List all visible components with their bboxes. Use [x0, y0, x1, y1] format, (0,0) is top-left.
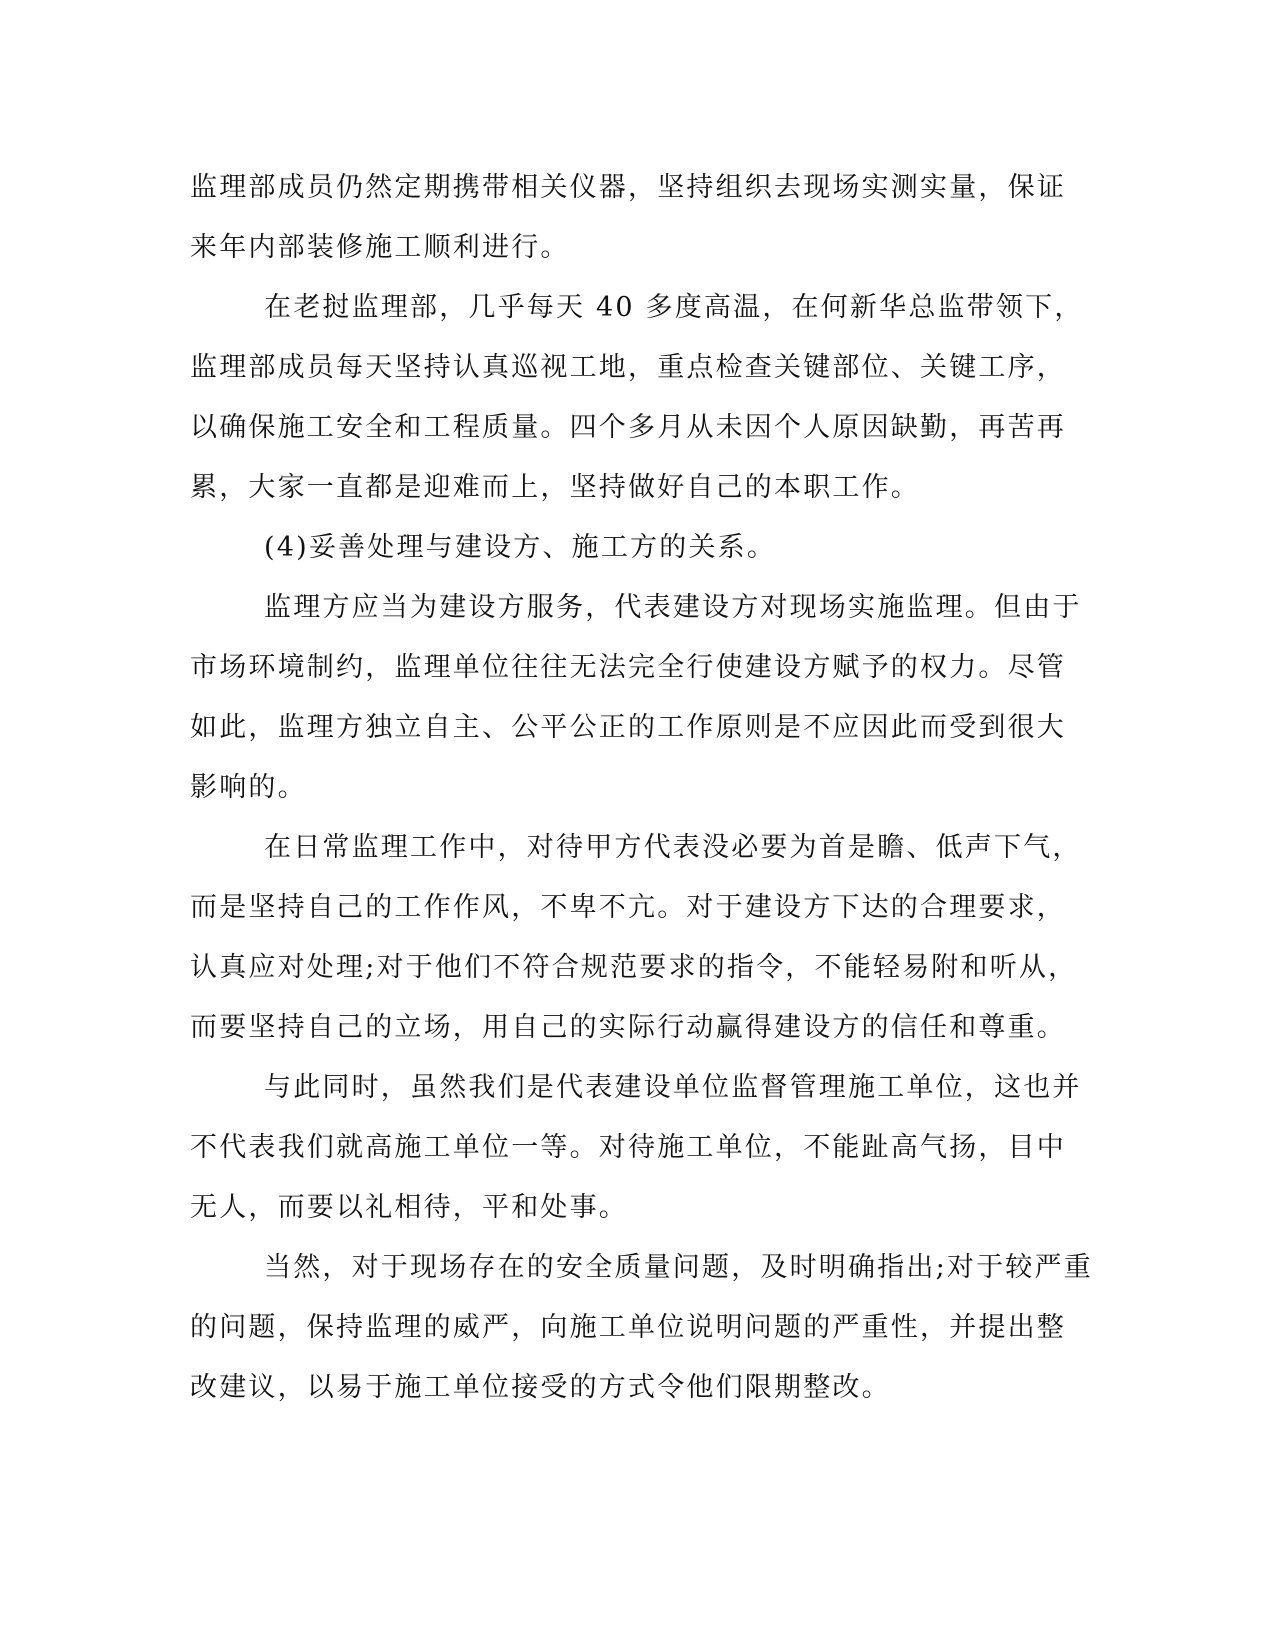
- paragraph-start: 在日常监理工作中，对待甲方代表没必要为首是瞻、低声下气，: [264, 832, 1082, 863]
- text-line: 影响的。: [190, 772, 307, 803]
- paragraph-start: 当然，对于现场存在的安全质量问题，及时明确指出;对于较严重: [264, 1252, 1093, 1283]
- text-line: 的问题，保持监理的威严，向施工单位说明问题的严重性，并提出整: [190, 1312, 1066, 1343]
- text-line: 而要坚持自己的立场，用自己的实际行动赢得建设方的信任和尊重。: [190, 1012, 1066, 1043]
- text-line: 监理部成员仍然定期携带相关仪器，坚持组织去现场实测实量，保证: [190, 172, 1066, 203]
- text-line: 监理部成员每天坚持认真巡视工地，重点检查关键部位、关键工序，: [190, 352, 1066, 383]
- section-heading: (4)妥善处理与建设方、施工方的关系。: [264, 532, 777, 563]
- text-line: 认真应对处理;对于他们不符合规范要求的指令，不能轻易附和听从，: [190, 952, 1078, 983]
- text-line: 市场环境制约，监理单位往往无法完全行使建设方赋予的权力。尽管: [190, 652, 1066, 683]
- document-body: [190, 158, 1093, 1418]
- paragraph-start: 与此同时，虽然我们是代表建设单位监督管理施工单位，这也并: [264, 1072, 1082, 1103]
- text-line: 以确保施工安全和工程质量。四个多月从未因个人原因缺勤，再苦再: [190, 412, 1066, 443]
- text-line: 无人，而要以礼相待，平和处事。: [190, 1192, 628, 1223]
- text-line: 累，大家一直都是迎难而上，坚持做好自己的本职工作。: [190, 472, 920, 503]
- text-line: 改建议，以易于施工单位接受的方式令他们限期整改。: [190, 1372, 891, 1403]
- text-line: 来年内部装修施工顺利进行。: [190, 232, 570, 263]
- text-line: 而是坚持自己的工作作风，不卑不亢。对于建设方下达的合理要求，: [190, 892, 1066, 923]
- paragraph-start: 监理方应当为建设方服务，代表建设方对现场实施监理。但由于: [264, 592, 1082, 623]
- text-line: 如此，监理方独立自主、公平公正的工作原则是不应因此而受到很大: [190, 712, 1066, 743]
- paragraph-start: 在老挝监理部，几乎每天 40 多度高温，在何新华总监带领下，: [264, 292, 1084, 323]
- text-line: 不代表我们就高施工单位一等。对待施工单位，不能趾高气扬，目中: [190, 1132, 1066, 1163]
